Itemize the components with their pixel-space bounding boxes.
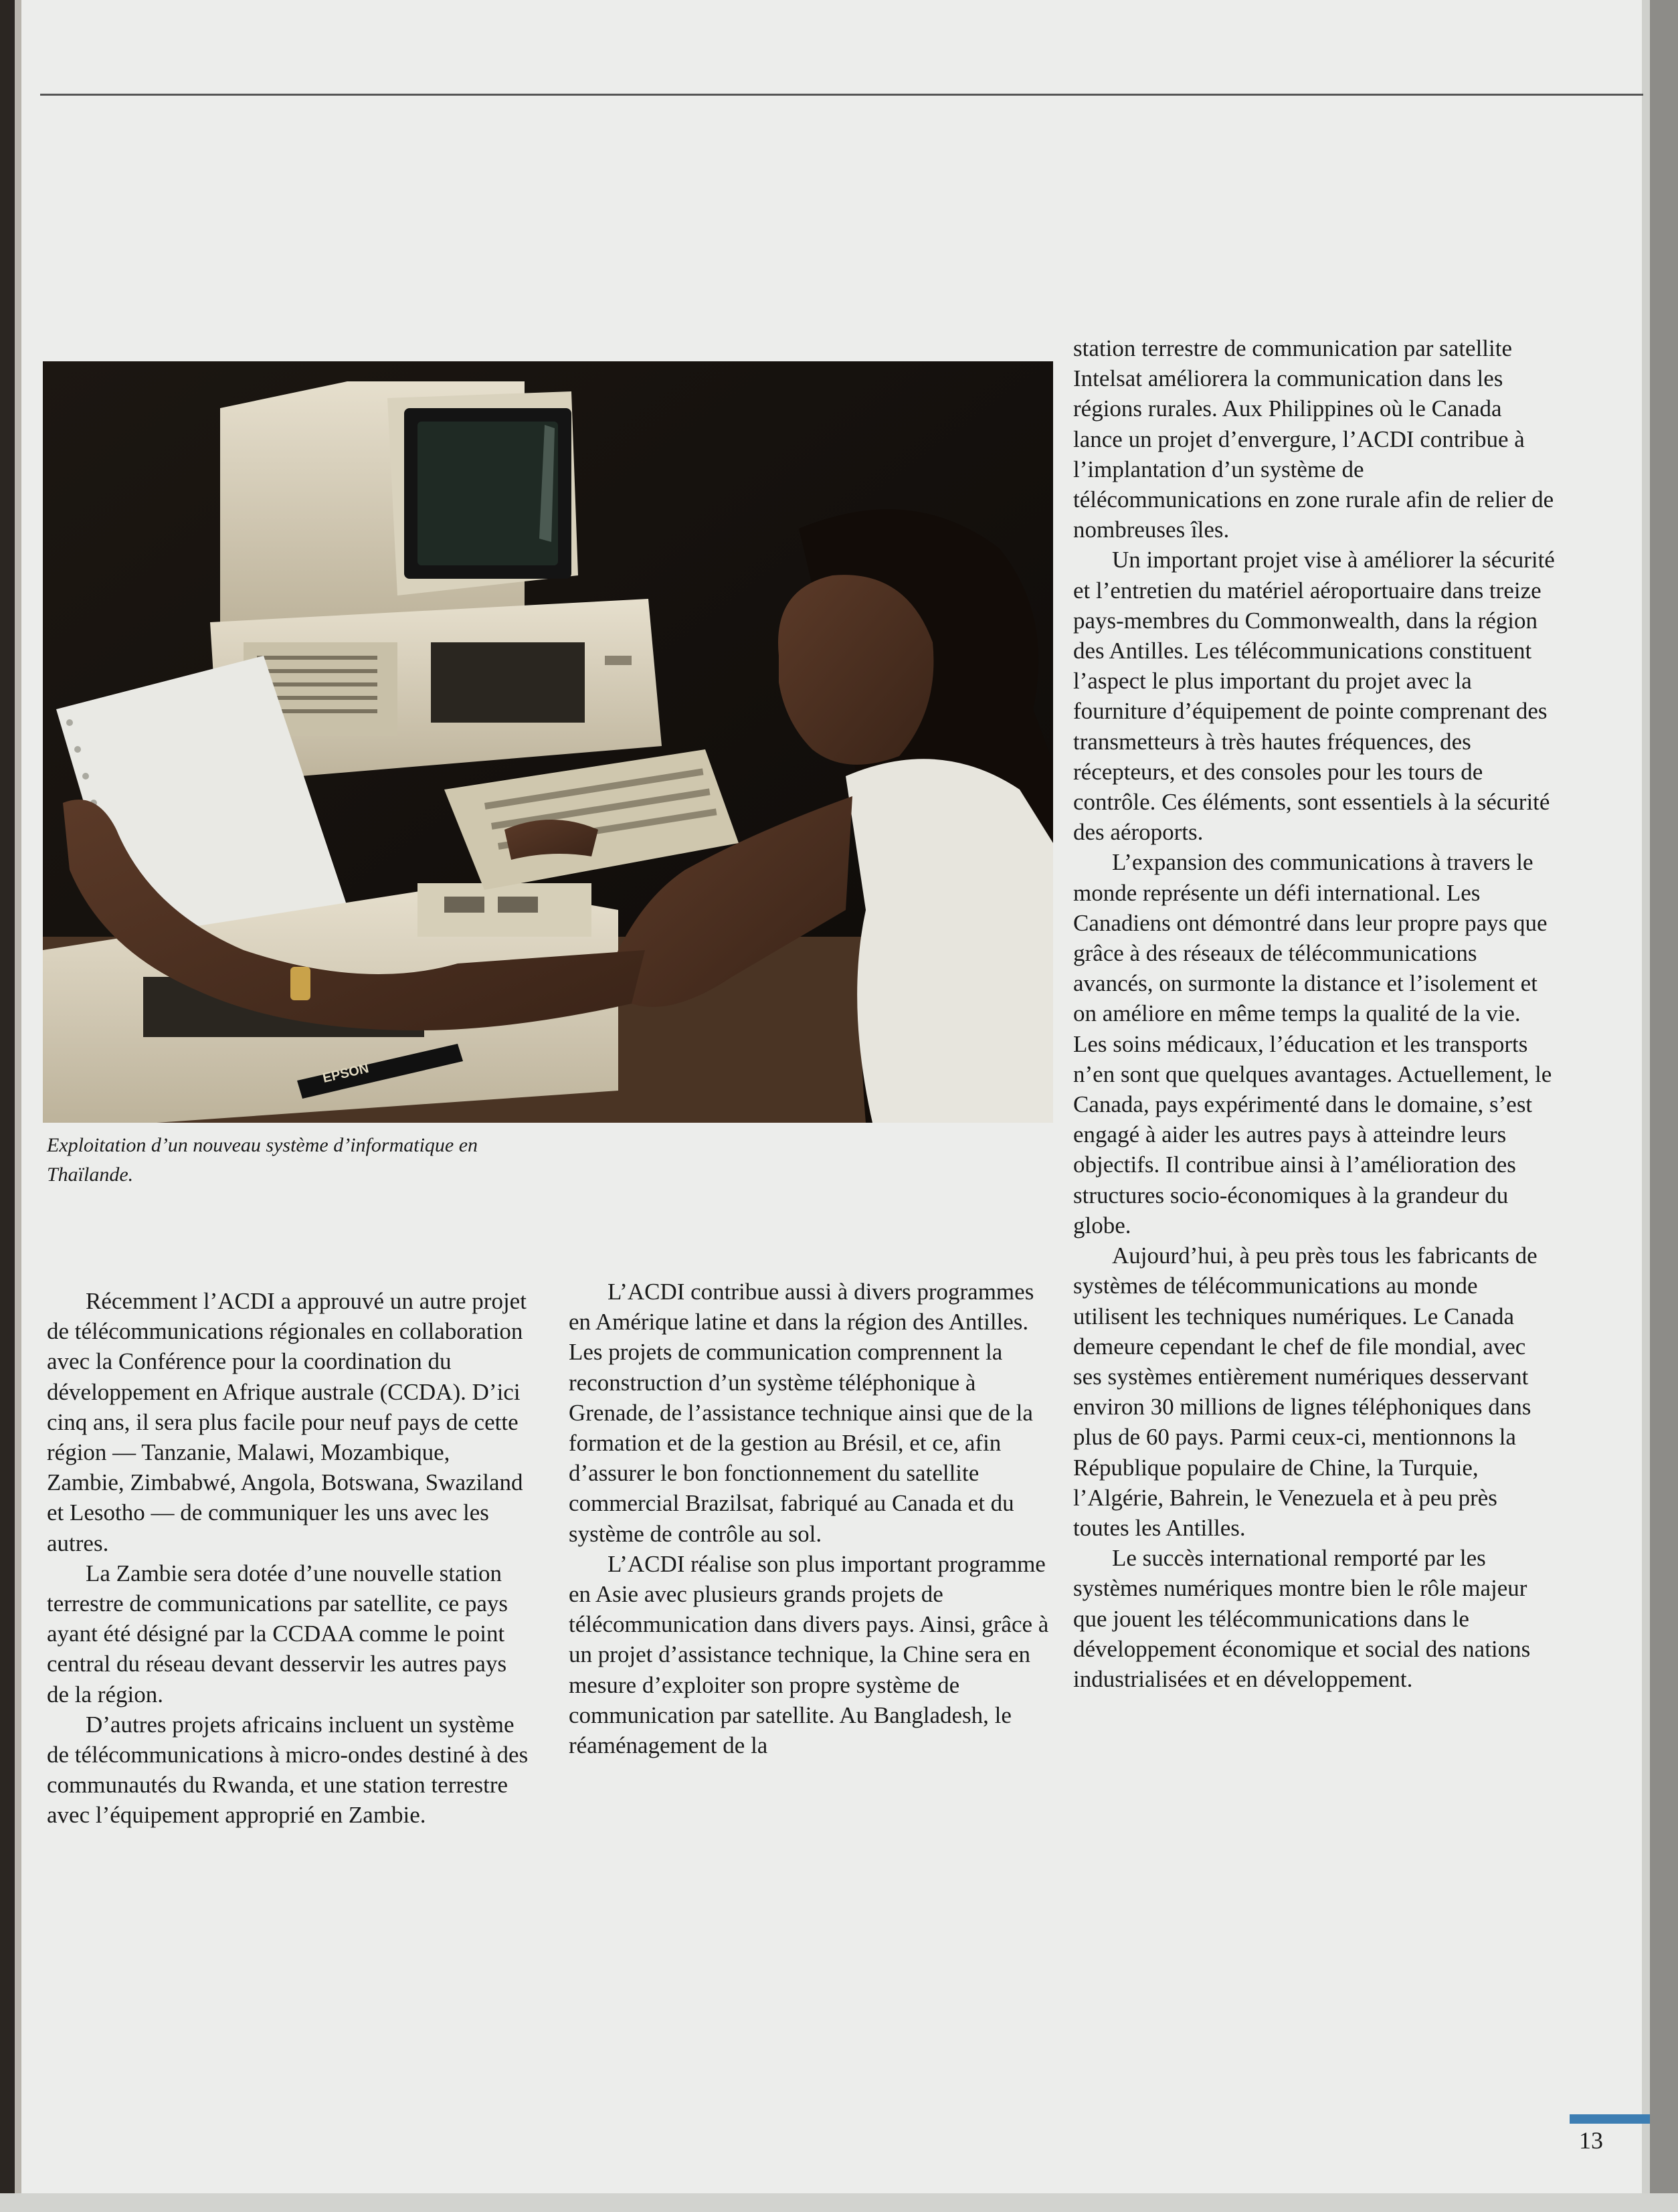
page-edge-right-inner	[1642, 0, 1650, 2212]
paragraph-international-success: Le succès international remporté par les systèmes numériques montre bien le rôle majeur que jouent les télécommunications dans le développement économique et social des nations industrialisées et en développement.	[1073, 1545, 1531, 1692]
header-rule	[40, 94, 1643, 96]
photo-computer-operator	[43, 361, 1053, 1123]
paragraph-continuation: station terrestre de communication par satellite Intelsat améliorera la communication dans les régions rurales. Aux Philippines où le Canada lance un projet d’envergure, l’ACDI contribue à l’implantation d’un système de télécommunications en zone rurale afin de relier de nombreuses îles.	[1073, 335, 1554, 543]
paragraph-airport-safety: Un important projet vise à améliorer la sécurité et l’entretien du matériel aéroportuaire dans treize pays-membres du Commonwealth, dans la région des Antilles. Les télécommunications constituent l’aspect le plus important du projet avec la fourniture d’équipement de pointe comprenant des transmetteurs à très hautes fréquences, des récepteurs, et des consoles pour les tours de contrôle. Ces éléments, sont essentiels à la sécurité des aéroports.	[1073, 547, 1555, 846]
paragraph-latin-america: L’ACDI contribue aussi à divers programmes en Amérique latine et dans la région des Antilles. Les projets de communication comprennent la reconstruction d’un système téléphonique à Grenade, de l’assistance technique ainsi que de la formation et de la gestion au Brésil, et ce, afin d’assurer le bon fonctionnement du satellite commercial Brazilsat, fabriqué au Canada et du système de contrôle au sol.	[569, 1279, 1034, 1547]
photo-caption: Exploitation d’un nouveau système d’informatique en Thaïlande.	[47, 1134, 478, 1186]
article-column-left	[47, 1286, 529, 1831]
wristwatch	[290, 967, 310, 1000]
article-column-right	[1073, 333, 1555, 1694]
page-edge-right	[1650, 0, 1678, 2212]
page-number: 13	[1579, 2127, 1603, 2154]
paragraph-global-expansion: L’expansion des communications à travers le monde représente un défi international. Les Canadiens ont démontré dans leur propre pays que grâce à des réseaux de télécommunications avancés, on surmonte la distance et l’isolement et on améliore en même temps la qualité de la vie. Les soins médicaux, l’éducation et les transports n’en sont que quelques avantages. Actuellement, le Canada, pays expérimenté dans le domaine, s’est engagé à aider les autres pays à atteindre leurs objectifs. Il contribue ainsi à l’amélioration des structures socio-économiques à la grandeur du globe.	[1073, 849, 1552, 1238]
page-edge-left	[0, 0, 15, 2212]
page-edge-bottom	[0, 2193, 1678, 2212]
article-column-middle	[569, 1277, 1057, 1760]
page-number-accent-bar	[1570, 2114, 1650, 2124]
paragraph-asia-program: L’ACDI réalise son plus important programme en Asie avec plusieurs grands projets de télécommunication dans divers pays. Ainsi, grâce à un projet d’assistance technique, la Chine sera en mesure d’exploiter son propre système de communication par satellite. Au Bangladesh, le réaménagement de la	[569, 1550, 1049, 1759]
paragraph-african-projects: D’autres projets africains incluent un système de télécommunications à micro-ondes destiné à des communautés du Rwanda, et une station terrestre avec l’équipement approprié en Zambie.	[47, 1711, 529, 1829]
paragraph-zambia-station: La Zambie sera dotée d’une nouvelle station terrestre de communications par satellite, ce pays ayant été désigné par la CCDAA comme le point central du réseau devant desservir les autres pays de la région.	[47, 1560, 508, 1708]
paragraph-digital-techniques: Aujourd’hui, à peu près tous les fabricants de systèmes de télécommunications au monde utilisent les techniques numériques. Le Canada demeure cependant le chef de file mondial, avec ses systèmes entièrement numériques desservant environ 30 millions de lignes téléphoniques dans plus de 60 pays. Parmi ceux-ci, mentionnons la République populaire de Chine, la Turquie, l’Algérie, Bahrein, le Venezuela et à peu près toutes les Antilles.	[1073, 1242, 1537, 1541]
page-edge-left-inner	[15, 0, 21, 2212]
paragraph-ccda-project: Récemment l’ACDI a approuvé un autre projet de télécommunications régionales en collaboration avec la Conférence pour la coordination du développement en Afrique australe (CCDA). D’ici cinq ans, il sera plus facile pour neuf pays de cette région — Tanzanie, Malawi, Mozambique, Zambie, Zimbabwé, Angola, Botswana, Swaziland et Lesotho — de communiquer les uns avec les autres.	[47, 1288, 527, 1556]
printer-brand-text: EPSON	[321, 1061, 371, 1086]
computer-monitor	[220, 381, 578, 629]
